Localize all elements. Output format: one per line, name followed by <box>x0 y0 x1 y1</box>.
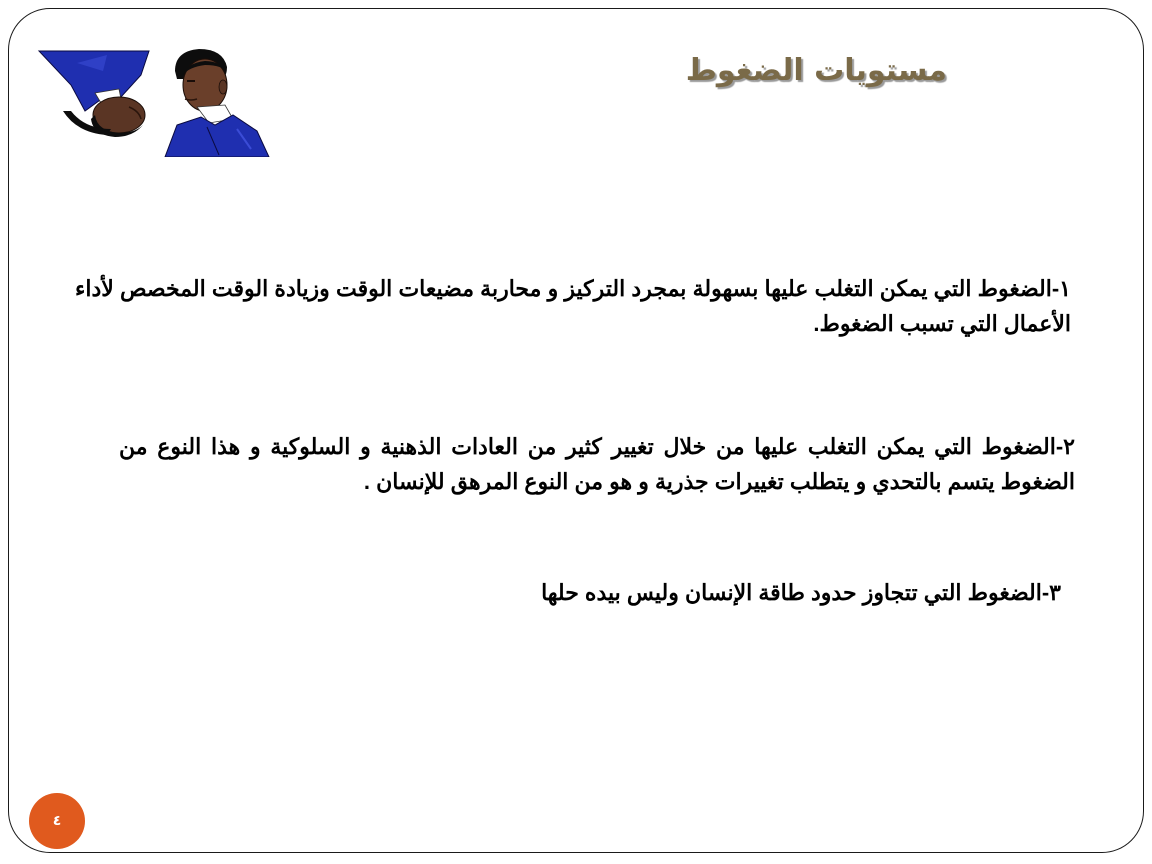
slide-title: مستويات الضغوط <box>685 53 947 88</box>
page-number: ٤ <box>52 813 62 829</box>
page-number-badge <box>29 793 85 849</box>
businessmen-clipart-icon <box>37 45 273 157</box>
stress-level-3-text: ٣-الضغوط التي تتجاوز حدود طاقة الإنسان وليس بيده حلها <box>541 580 1061 605</box>
slide <box>8 8 1144 853</box>
standing-man-figure <box>165 49 269 157</box>
leaning-man-figure <box>39 51 149 137</box>
stress-level-1-text: ١-الضغوط التي يمكن التغلب عليها بسهولة بمجرد التركيز و محاربة مضيعات الوقت وزيادة الوقت المخصص لأداء الأعمال التي تسبب الضغوط. <box>75 276 1071 336</box>
stress-level-2-text: ٢-الضغوط التي يمكن التغلب عليها من خلال تغيير كثير من العادات الذهنية و السلوكية و هذا النوع من الضغوط يتسم بالتحدي و يتطلب تغييرات جذرية و هو من النوع المرهق للإنسان . <box>119 434 1075 494</box>
